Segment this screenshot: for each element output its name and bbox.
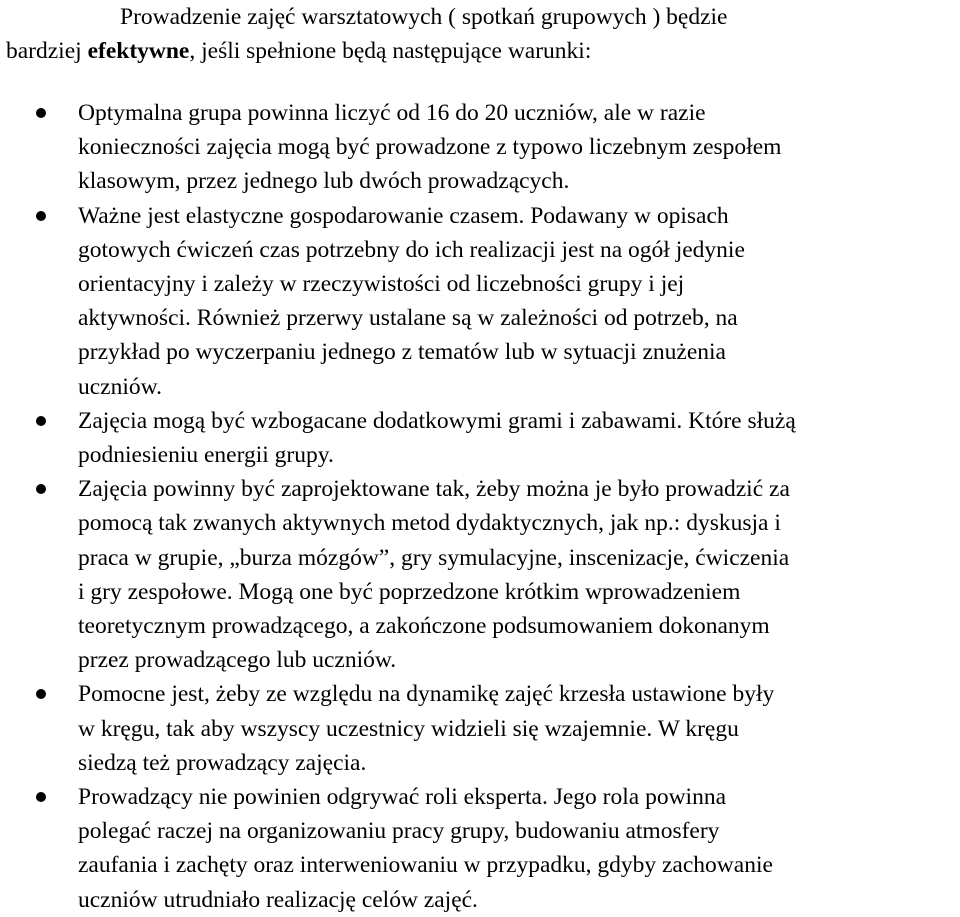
condition-item (0, 780, 940, 917)
bullet-icon (36, 211, 46, 221)
condition-text (78, 780, 940, 917)
bullet-icon (36, 484, 46, 494)
condition-text-line: podniesieniu energii grupy. (78, 442, 334, 469)
intro-text-before: bardziej (6, 38, 88, 65)
bullet-icon (36, 792, 46, 802)
condition-text-line: uczniów utrudniało realizację celów zajęć. (78, 886, 478, 913)
condition-text (78, 96, 940, 199)
condition-text-line: konieczności zajęcia mogą być prowadzone z typowo liczebnym zespołem (78, 134, 782, 161)
condition-item (0, 472, 940, 677)
condition-text-line: i gry zespołowe. Mogą one być poprzedzone krótkim wprowadzeniem (78, 578, 741, 605)
intro-paragraph (6, 0, 956, 68)
condition-text-line: aktywności. Również przerwy ustalane są w zależności od potrzeb, na (78, 305, 738, 332)
intro-bold-word: efektywne (87, 38, 190, 65)
intro-line-2 (6, 38, 591, 64)
condition-text (78, 404, 940, 472)
condition-text (78, 472, 940, 677)
condition-text-line: teoretycznym prowadzącego, a zakończone podsumowaniem dokonanym (78, 613, 770, 640)
condition-item (0, 677, 940, 780)
condition-text-line: Ważne jest elastyczne gospodarowanie czasem. Podawany w opisach (78, 202, 729, 229)
condition-text-line: praca w grupie, „burza mózgów”, gry symulacyjne, inscenizacje, ćwiczenia (78, 544, 790, 571)
condition-text-line: Zajęcia mogą być wzbogacane dodatkowymi grami i zabawami. Które służą (78, 407, 796, 434)
intro-text-after: , jeśli spełnione będą następujące warunki: (189, 38, 592, 65)
condition-item (0, 404, 940, 472)
condition-text-line: zaufania i zachęty oraz interweniowaniu w przypadku, gdyby zachowanie (78, 852, 773, 879)
condition-text-line: gotowych ćwiczeń czas potrzebny do ich realizacji jest na ogół jedynie (78, 236, 745, 263)
condition-item (0, 96, 940, 199)
condition-text-line: klasowym, przez jednego lub dwóch prowadzących. (78, 168, 570, 195)
conditions-list (0, 96, 940, 917)
condition-text-line: w kręgu, tak aby wszyscy uczestnicy widzieli się wzajemnie. W kręgu (78, 715, 739, 742)
condition-text-line: przez prowadzącego lub uczniów. (78, 647, 397, 674)
intro-line-1: Prowadzenie zajęć warsztatowych ( spotkań grupowych ) będzie (120, 4, 728, 30)
bullet-icon (36, 689, 46, 699)
condition-text-line: Prowadzący nie powinien odgrywać roli eksperta. Jego rola powinna (78, 784, 727, 811)
condition-text-line: pomocą tak zwanych aktywnych metod dydaktycznych, jak np.: dyskusja i (78, 510, 781, 537)
condition-text-line: polegać raczej na organizowaniu pracy grupy, budowaniu atmosfery (78, 818, 720, 845)
condition-text-line: przykład po wyczerpaniu jednego z tematów lub w sytuacji znużenia (78, 339, 726, 366)
bullet-icon (36, 108, 46, 118)
condition-text-line: Optymalna grupa powinna liczyć od 16 do 20 uczniów, ale w razie (78, 100, 706, 126)
condition-text-line: Pomocne jest, żeby ze względu na dynamikę zajęć krzesła ustawione były (78, 681, 775, 708)
condition-item (0, 199, 940, 404)
bullet-icon (36, 416, 46, 426)
condition-text-line: siedzą też prowadzący zajęcia. (78, 749, 367, 776)
condition-text (78, 677, 940, 780)
condition-text-line: orientacyjny i zależy w rzeczywistości od liczebności grupy i jej (78, 271, 685, 298)
condition-text-line: Zajęcia powinny być zaprojektowane tak, żeby można je było prowadzić za (78, 476, 790, 503)
condition-text-line: uczniów. (78, 373, 162, 400)
condition-text (78, 199, 940, 404)
